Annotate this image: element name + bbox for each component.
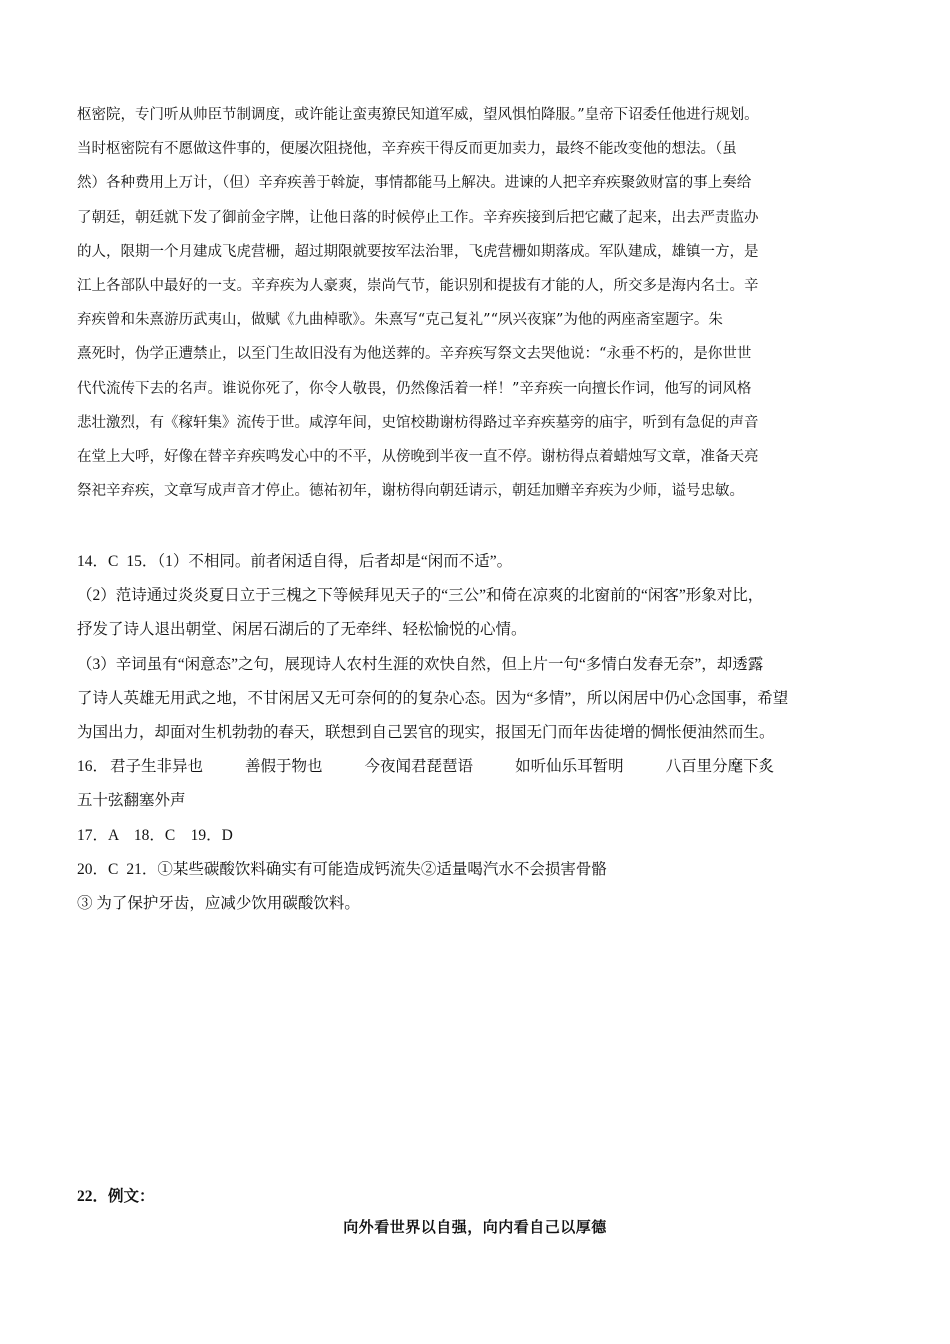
translation-line: 当时枢密院有不愿做这件事的，便屡次阻挠他，辛弃疾干得反而更加卖力，最终不能改变他的想法。（虽 (77, 141, 737, 158)
answer-16-label: 16． (77, 758, 109, 776)
answer-20: 20．C (77, 860, 119, 878)
answer-17-19: 17．A 18．C 19．D (77, 826, 233, 844)
translation-line: 然）各种费用上万计，（但）辛弃疾善于斡旋，事情都能马上解决。进谏的人把辛弃疾聚敛财富的事上奏给 (77, 175, 752, 192)
translation-line: 的人，限期一个月建成飞虎营栅，超过期限就要按军法治罪，飞虎营栅如期落成。军队建成，雄镇一方，是 (77, 243, 759, 260)
essay-title: 向外看世界以自强，向内看自己以厚德 (343, 1218, 607, 1236)
answer-21-line: 21．①某些碳酸饮料确实有可能造成钙流失②适量喝汽水不会损害骨骼 (126, 860, 607, 878)
answer-16-item: 君子生非异也 (110, 758, 204, 776)
translation-line: 了朝廷，朝廷就下发了御前金字牌，让他日落的时候停止工作。辛弃疾接到后把它藏了起来，出去严责监办 (77, 209, 759, 226)
translation-passage (77, 98, 877, 508)
translation-line: 代代流传下去的名声。谁说你死了，你令人敬畏，仍然像活着一样！”辛弃疾一向擅长作词，他写的词风格 (77, 380, 752, 397)
answer-14: 14．C (77, 553, 119, 570)
answer-16-item: 今夜闻君琵琶语 (364, 758, 474, 776)
answer-15-2-line: 抒发了诗人退出朝堂、闲居石湖后的了无牵绊、轻松愉悦的心情。 (77, 621, 527, 639)
answer-15-3-line: 了诗人英雄无用武之地，不甘闲居又无可奈何的的复杂心态。因为“多情”，所以闲居中仍心念国事，希望 (77, 689, 789, 707)
answer-14-15 (77, 545, 877, 579)
answer-15-3-line: 为国出力，却面对生机勃勃的春天，联想到自己罢官的现实，报国无门而年齿徒增的惆怅便油然而生。 (77, 723, 775, 741)
answer-21-line: ③ 为了保护牙齿，应减少饮用碳酸饮料。 (77, 894, 360, 912)
translation-line: 江上各部队中最好的一支。辛弃疾为人豪爽，崇尚气节，能识别和提拔有才能的人，所交多是海内名士。辛 (77, 278, 759, 295)
translation-line: 枢密院，专门听从帅臣节制调度，或许能让蛮夷獠民知道军威，望风惧怕降服。”皇帝下诏委任他进行规划。 (77, 107, 759, 123)
essay-label: 22．例文： (77, 1188, 155, 1205)
answer-16 (77, 750, 877, 784)
answer-16-item: 如听仙乐耳暂明 (515, 758, 624, 776)
answer-20-21 (77, 853, 877, 887)
translation-line: 弃疾曾和朱熹游历武夷山，做赋《九曲棹歌》。朱熹写“克己复礼”“夙兴夜寐”为他的两座斋室题字。朱 (77, 312, 723, 329)
answer-16-item: 善假于物也 (245, 758, 323, 776)
answer-key (77, 545, 877, 921)
answer-16-line2: 五十弦翻塞外声 (77, 792, 186, 810)
translation-line: 在堂上大呼，好像在替辛弃疾鸣发心中的不平，从傍晚到半夜一直不停。谢枋得点着蜡烛写文章，准备天亮 (77, 449, 759, 466)
translation-line: 熹死时，伪学正遭禁止，以至门生故旧没有为他送葬的。辛弃疾写祭文去哭他说：“永垂不朽的，是你世世 (77, 346, 752, 363)
translation-line: 祭祀辛弃疾，文章写成声音才停止。德祐初年，谢枋得向朝廷请示，朝廷加赠辛弃疾为少师，谥号忠敏。 (77, 483, 744, 500)
answer-15-2-line: （2）范诗通过炎炎夏日立于三槐之下等候拜见天子的“三公”和倚在凉爽的北窗前的“闲客”形象对比， (77, 587, 764, 605)
answer-16-item: 八百里分麾下炙 (665, 758, 775, 776)
answer-15-1: 15．（1）不相同。前者闲适自得，后者却是“闲而不适”。 (126, 553, 513, 570)
answer-15-3-line: （3）辛词虽有“闲意态”之句，展现诗人农村生涯的欢快自然，但上片一句“多情白发春无奈”，却透露 (77, 655, 764, 673)
translation-line: 悲壮激烈，有《稼轩集》流传于世。咸淳年间，史馆校勘谢枋得路过辛弃疾墓旁的庙宇，听到有急促的声音 (77, 414, 759, 431)
